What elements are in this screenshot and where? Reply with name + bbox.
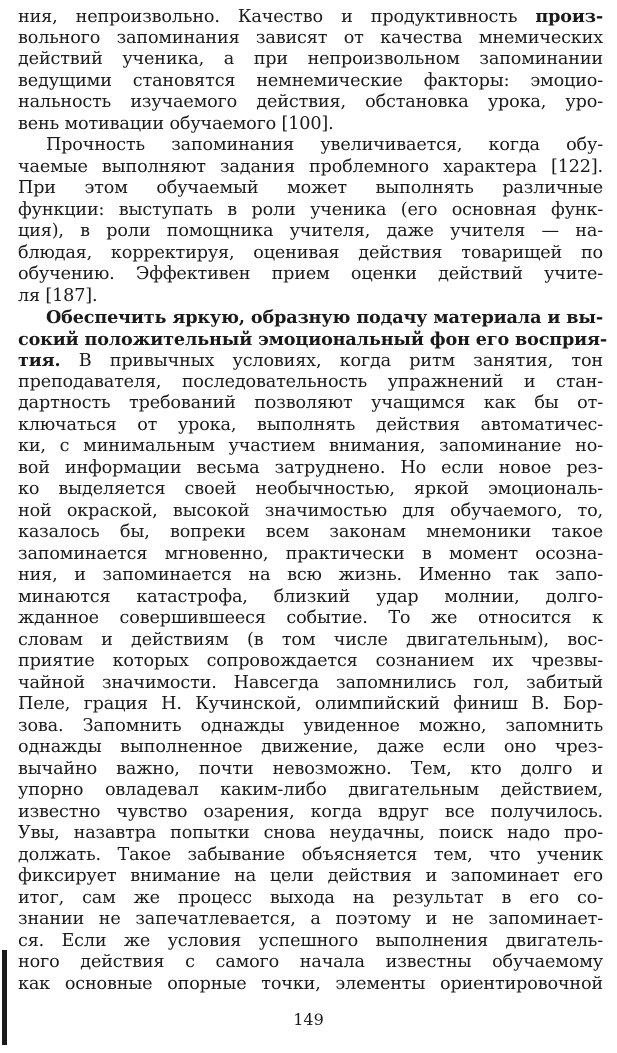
text-line-42: итог, сам же процесс выхода на результат в его со- [18, 887, 603, 908]
text-line-36: вычайно важно, почти невозможно. Тем, кто долго и [18, 758, 603, 779]
text-line-19: дартность требований позволяют учащимся как бы от- [18, 393, 603, 413]
page-edge-mark [2, 950, 7, 1045]
text-line-6: вень мотивации обучаемого [100]. [18, 113, 334, 134]
text-line-3: действий ученика, а при непроизвольном запоминании [18, 49, 603, 69]
text-line-17: тия. В привычных условиях, когда ритм занятия, тон [18, 350, 603, 371]
text-line-43: знании не запечатлевается, а поэтому и не запоминает- [18, 909, 603, 929]
text-line-18: преподавателя, последовательность упражнений и стан- [18, 371, 603, 392]
page-number: 149 [293, 1010, 324, 1029]
text-line-14: ля [187]. [18, 285, 98, 306]
text-line-9: При этом обучаемый может выполнять различные [18, 178, 603, 198]
text-line-1: ния, непроизвольно. Качество и продуктивность произ- [18, 6, 603, 27]
text-line-33: Пеле, грация Н. Кучинской, олимпийский финиш В. Бор- [18, 694, 603, 714]
text-line-8: чаемые выполняют задания проблемного характера [122]. [18, 156, 603, 177]
text-line-24: ной окраской, высокой значимостью для обучаемого, то, [18, 500, 603, 521]
text-line-29: жданное совершившееся событие. То же относится к [18, 608, 603, 628]
text-line-30: словам и действиям (в том числе двигательным), вос- [18, 629, 603, 650]
text-line-31: приятие которых сопровождается сознанием их чрезвы- [18, 651, 603, 671]
text-line-39: Увы, назавтра попытки снова неудачны, поиск надо про- [18, 823, 603, 843]
text-line-11: ция), в роли помощника учителя, даже учителя — на- [18, 221, 603, 241]
text-line-38: известно чувство озарения, когда вдруг все получилось. [18, 801, 603, 822]
bold-heading-line-1: Обеспечить яркую, образную подачу материала и вы- [46, 307, 603, 328]
text-line-21: ки, с минимальным участием внимания, запоминание но- [18, 436, 603, 456]
text-line-37: упорно овладевал каким-либо двигательным действием, [18, 780, 603, 800]
text-line-25: казалось бы, вопреки всем законам мнемоники такое [18, 522, 603, 542]
text-line-40: должать. Такое забывание объясняется тем, что ученик [18, 844, 603, 865]
text-line-44: ся. Если же условия успешного выполнения двигатель- [18, 930, 603, 951]
text-line-2: вольного запоминания зависят от качества мнемических [18, 27, 603, 48]
text-line-32: чайной значимости. Навсегда запомнились гол, забитый [18, 672, 603, 693]
text-line-35: однажды выполненное движение, даже если оно чрез- [18, 737, 603, 757]
text-line-45: ного действия с самого начала известны обучаемому [18, 952, 603, 972]
text-line-26: запоминается мгновенно, практически в момент осозна- [18, 543, 603, 564]
text-line-22: вой информации весьма затруднено. Но если новое рез- [18, 457, 603, 478]
text-line-13: обучению. Эффективен прием оценки действий учите- [18, 264, 603, 284]
bold-heading-line-3: тия. [18, 350, 61, 371]
bold-heading-line-2: сокий положительный эмоциональный фон его восприя- [18, 328, 608, 350]
text-line-34: зова. Запомнить однажды увиденное можно, запомнить [18, 715, 603, 736]
text-line-27: ния, и запоминается на всю жизнь. Именно так запо- [18, 565, 603, 585]
text-line-10: функции: выступать в роли ученика (его основная функ- [18, 199, 603, 220]
text-line-41: фиксирует внимание на цели действия и запоминает его [18, 866, 603, 886]
paragraph-2-line-1: Прочность запоминания увеличивается, когда обу- [46, 135, 603, 155]
text-line-4: ведущими становятся немнемические факторы: эмоцио- [18, 70, 603, 91]
text-line-12: блюдая, корректируя, оценивая действия товарищей по [18, 242, 603, 263]
text-line-23: ко выделяется своей необычностью, яркой эмоциональ- [18, 479, 603, 499]
text-line-5: нальность изучаемого действия, обстановка урока, уро- [18, 92, 603, 112]
text-line-28: минаются катастрофа, близкий удар молнии, долго- [18, 586, 603, 607]
book-page-text [18, 6, 608, 995]
text-line-20: ключаться от урока, выполнять действия автоматичес- [18, 414, 603, 435]
text-line-46: как основные опорные точки, элементы ориентировочной [18, 973, 603, 994]
